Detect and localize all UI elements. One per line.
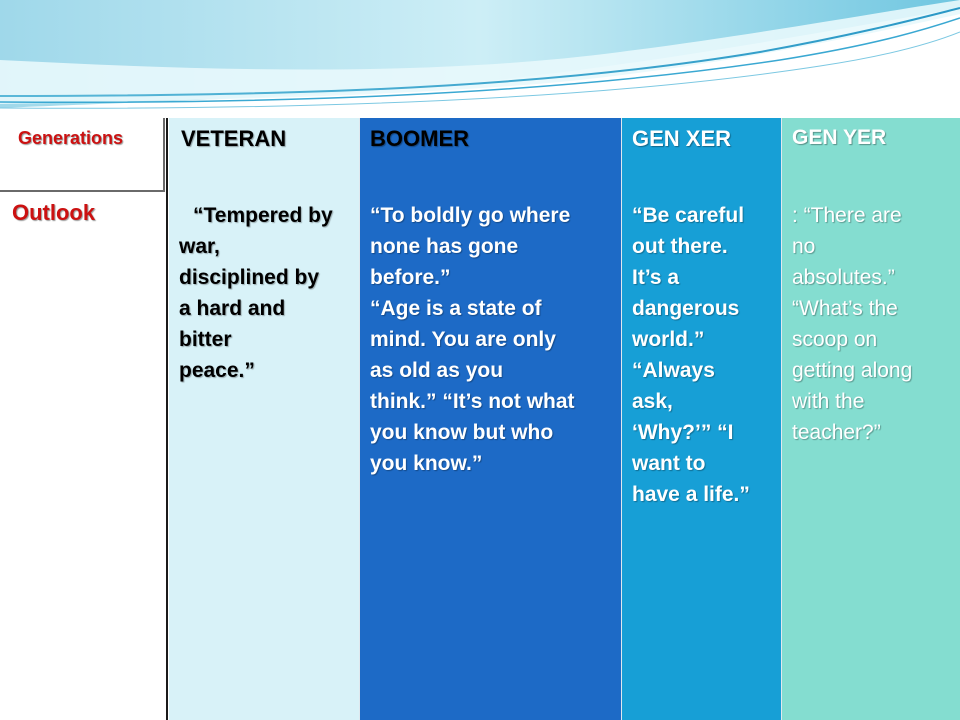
genyer-column bbox=[782, 118, 960, 720]
generations-header: Generations bbox=[18, 128, 124, 148]
genxer-line: “Be careful bbox=[632, 204, 745, 227]
boomer-line: none has gone bbox=[370, 235, 519, 258]
genxer-line: out there. bbox=[632, 235, 728, 258]
boomer-line: think.” “It’s not what bbox=[370, 390, 575, 413]
boomer-header: BOOMER bbox=[370, 126, 469, 151]
genxer-line: want to bbox=[632, 452, 706, 475]
veteran-line: war, bbox=[179, 235, 220, 258]
genyer-line: “What’s the bbox=[792, 297, 898, 320]
header-swoosh-decoration bbox=[0, 0, 960, 120]
genyer-outlook bbox=[792, 200, 956, 448]
genyer-line: getting along bbox=[792, 359, 913, 382]
veteran-column bbox=[168, 118, 360, 720]
column-divider bbox=[781, 118, 782, 720]
outlook-row-label: Outlook bbox=[12, 200, 96, 225]
boomer-line: “To boldly go where bbox=[370, 204, 571, 227]
generations-table bbox=[0, 118, 960, 720]
genxer-line: “Always bbox=[632, 359, 715, 382]
veteran-line: disciplined by bbox=[179, 266, 320, 289]
genxer-line: ask, bbox=[632, 390, 673, 413]
column-divider bbox=[359, 118, 360, 720]
generations-header-cell bbox=[0, 118, 165, 192]
veteran-line: peace.” bbox=[179, 359, 255, 382]
genyer-line: with the bbox=[792, 390, 865, 413]
genxer-line: It’s a bbox=[632, 266, 680, 289]
veteran-line: a hard and bbox=[179, 297, 286, 320]
genyer-header: GEN YER bbox=[792, 126, 887, 149]
boomer-line: before.” bbox=[370, 266, 451, 289]
boomer-line: mind. You are only bbox=[370, 328, 556, 351]
boomer-column bbox=[360, 118, 622, 720]
boomer-outlook bbox=[370, 200, 620, 479]
genxer-line: dangerous bbox=[632, 297, 740, 320]
genxer-line: world.” bbox=[632, 328, 705, 351]
genyer-line: no bbox=[792, 235, 816, 258]
genxer-column bbox=[622, 118, 782, 720]
veteran-line: bitter bbox=[179, 328, 232, 351]
boomer-line: as old as you bbox=[370, 359, 504, 382]
column-divider bbox=[166, 118, 168, 720]
label-column bbox=[0, 118, 168, 720]
veteran-outlook bbox=[179, 200, 357, 386]
genxer-outlook bbox=[632, 200, 780, 510]
column-divider bbox=[621, 118, 622, 720]
boomer-line: you know.” bbox=[370, 452, 483, 475]
genxer-line: have a life.” bbox=[632, 483, 750, 506]
genxer-header: GEN XER bbox=[632, 126, 732, 151]
veteran-line: “Tempered by bbox=[193, 204, 333, 227]
veteran-header: VETERAN bbox=[181, 126, 287, 151]
genyer-line: : “There are bbox=[792, 204, 902, 227]
boomer-line: “Age is a state of bbox=[370, 297, 542, 320]
boomer-line: you know but who bbox=[370, 421, 554, 444]
genyer-line: teacher?” bbox=[792, 421, 881, 444]
genyer-line: scoop on bbox=[792, 328, 878, 351]
genxer-line: ‘Why?’” “I bbox=[632, 421, 734, 444]
genyer-line: absolutes.” bbox=[792, 266, 895, 289]
